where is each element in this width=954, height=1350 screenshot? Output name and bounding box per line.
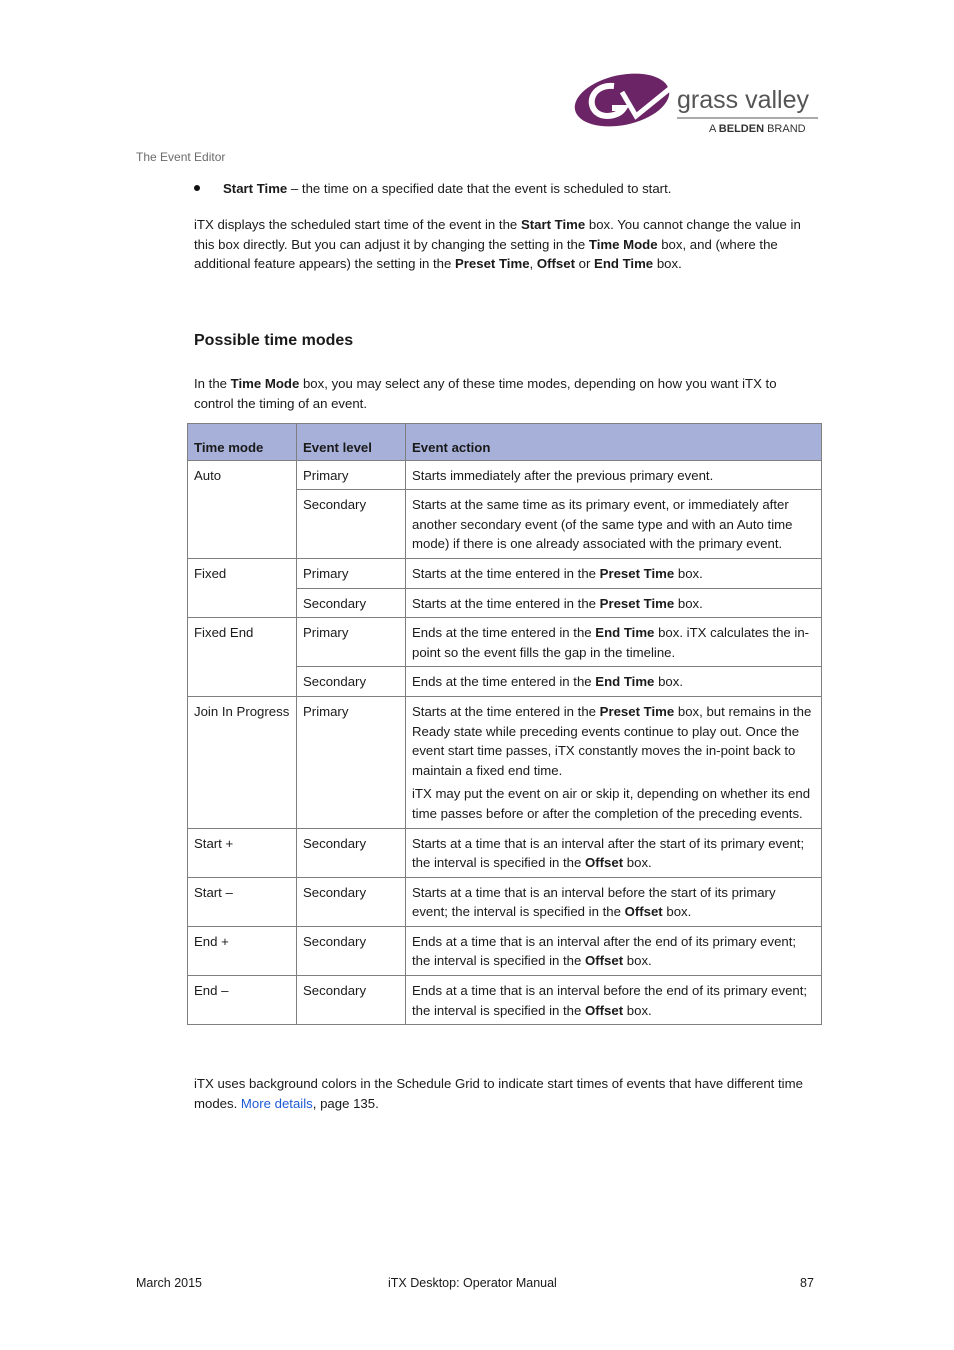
time-mode-cell: End – xyxy=(188,976,297,1025)
text: box. xyxy=(623,953,652,969)
event-level-cell: Primary xyxy=(297,696,406,828)
table-row xyxy=(188,976,822,1025)
bold-term: Offset xyxy=(585,953,624,969)
table-row xyxy=(188,926,822,975)
text: Ends at a time that is an interval before the end of its primary event; the interval is specified in the xyxy=(412,983,808,1018)
text: box. xyxy=(654,674,683,690)
text: box. iTX calculates the in-point so the event fills the gap in the timeline. xyxy=(412,625,810,660)
column-header: Event level xyxy=(297,424,406,461)
time-mode-cell: End + xyxy=(188,926,297,975)
table-row xyxy=(188,558,822,588)
event-level-cell: Secondary xyxy=(297,490,406,559)
action-text xyxy=(412,932,815,971)
bold-term: Offset xyxy=(624,904,663,920)
table-row xyxy=(188,618,822,667)
event-level-cell: Secondary xyxy=(297,588,406,618)
bold-term: End Time xyxy=(595,674,655,690)
table-row xyxy=(188,828,822,877)
text: box, you may select any of these time modes, depending on how you want iTX to control the timing of an event. xyxy=(194,376,777,411)
action-text xyxy=(412,594,815,614)
bullet-item xyxy=(194,179,671,199)
text: or xyxy=(574,256,595,272)
footer-title: iTX Desktop: Operator Manual xyxy=(388,1276,557,1290)
time-mode-cell: Fixed End xyxy=(188,618,297,697)
bold-term: Start Time xyxy=(520,217,586,232)
bold-term: Preset Time xyxy=(455,256,530,272)
bullet-text xyxy=(223,179,671,199)
action-text xyxy=(412,834,815,873)
paragraph xyxy=(194,374,819,413)
text: box. xyxy=(653,256,682,272)
text: iTX uses background colors in the Schedule Grid to indicate start times of events that have different time modes. xyxy=(194,1076,803,1111)
svg-text:grass valley: grass valley xyxy=(677,86,809,114)
action-text xyxy=(412,672,815,692)
event-action-cell xyxy=(406,976,822,1025)
bold-term: Time Mode xyxy=(230,376,300,391)
action-text xyxy=(412,883,815,922)
page-number: 87 xyxy=(800,1276,814,1290)
event-action-cell xyxy=(406,618,822,667)
text: Starts at the time entered in the xyxy=(412,595,600,611)
event-level-cell: Secondary xyxy=(297,877,406,926)
event-action-cell xyxy=(406,460,822,490)
table-row xyxy=(188,877,822,926)
text: box, but remains in the Ready state while preceding events continue to play out. Once the event start time passes, iTX constantly moves the in-point back to maintain a fixed end time. xyxy=(412,703,812,778)
text: Ends at the time entered in the xyxy=(412,625,596,641)
event-action-cell xyxy=(406,588,822,618)
event-level-cell: Secondary xyxy=(297,976,406,1025)
time-mode-cell: Fixed xyxy=(188,558,297,617)
svg-text:A BELDEN BRAND: A BELDEN BRAND xyxy=(709,123,806,135)
action-text xyxy=(412,466,815,486)
event-action-cell xyxy=(406,828,822,877)
paragraph xyxy=(194,1074,819,1113)
grass-valley-logo xyxy=(574,72,824,136)
text: – the time on a specified date that the event is scheduled to start. xyxy=(287,181,672,196)
table-header-row xyxy=(188,424,822,461)
bold-term: Preset Time xyxy=(599,565,675,581)
action-text xyxy=(412,495,815,554)
text: Starts at a time that is an interval before the start of its primary event; the interval is specified in the xyxy=(412,884,776,920)
event-level-cell: Primary xyxy=(297,460,406,490)
text: iTX displays the scheduled start time of the event in the xyxy=(194,217,521,232)
time-mode-cell: Start + xyxy=(188,828,297,877)
time-mode-cell: Start – xyxy=(188,877,297,926)
event-level-cell: Secondary xyxy=(297,667,406,697)
text: Ends at the time entered in the xyxy=(412,674,596,690)
running-header: The Event Editor xyxy=(136,150,226,164)
text: iTX may put the event on air or skip it, depending on whether its end time passes before or after the completion of the preceding events. xyxy=(412,786,811,821)
table-row xyxy=(188,696,822,828)
text: , page 135. xyxy=(312,1095,379,1111)
more-details-link[interactable]: More details xyxy=(240,1095,313,1111)
text: , xyxy=(529,256,537,272)
bold-term: Start Time xyxy=(223,181,288,196)
event-action-cell xyxy=(406,558,822,588)
text: In the xyxy=(194,376,231,391)
action-text xyxy=(412,784,815,823)
event-action-cell xyxy=(406,490,822,559)
action-text xyxy=(412,981,815,1020)
event-action-cell xyxy=(406,877,822,926)
section-heading: Possible time modes xyxy=(194,332,354,349)
bold-term: Time Mode xyxy=(588,236,658,252)
text: box, and (where the additional feature appears) the setting in the xyxy=(194,236,778,272)
time-modes-table xyxy=(187,423,822,1025)
bold-term: Preset Time xyxy=(599,595,675,611)
bold-term: Preset Time xyxy=(599,703,675,719)
bold-term: End Time xyxy=(595,625,655,641)
action-text xyxy=(412,564,815,584)
paragraph xyxy=(194,215,819,274)
bold-term: End Time xyxy=(594,256,654,272)
column-header: Event action xyxy=(406,424,822,461)
event-action-cell xyxy=(406,926,822,975)
time-mode-cell: Join In Progress xyxy=(188,696,297,828)
text: box. xyxy=(662,904,692,920)
text: Ends at a time that is an interval after the end of its primary event; the interval is specified in the xyxy=(412,933,797,969)
text: Starts at the time entered in the xyxy=(412,703,600,719)
bold-term: Offset xyxy=(585,1002,624,1018)
footer-date: March 2015 xyxy=(136,1276,203,1290)
column-header: Time mode xyxy=(188,424,297,461)
event-action-cell xyxy=(406,696,822,828)
event-level-cell: Secondary xyxy=(297,828,406,877)
text: Starts immediately after the previous primary event. xyxy=(412,467,714,483)
text: box. xyxy=(674,595,703,611)
text: box. xyxy=(623,855,652,871)
text: box. xyxy=(623,1002,652,1018)
text: box. You cannot change the value in this box directly. But you can adjust it by changing the setting in the xyxy=(194,217,801,252)
bold-term: Offset xyxy=(585,855,624,871)
text: Starts at the time entered in the xyxy=(412,565,600,581)
bold-term: Offset xyxy=(536,256,575,272)
event-level-cell: Secondary xyxy=(297,926,406,975)
action-text xyxy=(412,623,815,662)
event-level-cell: Primary xyxy=(297,558,406,588)
bullet-icon xyxy=(194,185,200,191)
text: box. xyxy=(674,565,703,581)
time-mode-cell: Auto xyxy=(188,460,297,558)
text: Starts at the same time as its primary event, or immediately after another secondary event (of the same type and with an Auto time mode) if there is one already associated with the primary event. xyxy=(412,497,793,552)
text: Starts at a time that is an interval after the start of its primary event; the interval is specified in the xyxy=(412,835,805,871)
action-text xyxy=(412,702,815,780)
event-action-cell xyxy=(406,667,822,697)
event-level-cell: Primary xyxy=(297,618,406,667)
table-row xyxy=(188,460,822,490)
